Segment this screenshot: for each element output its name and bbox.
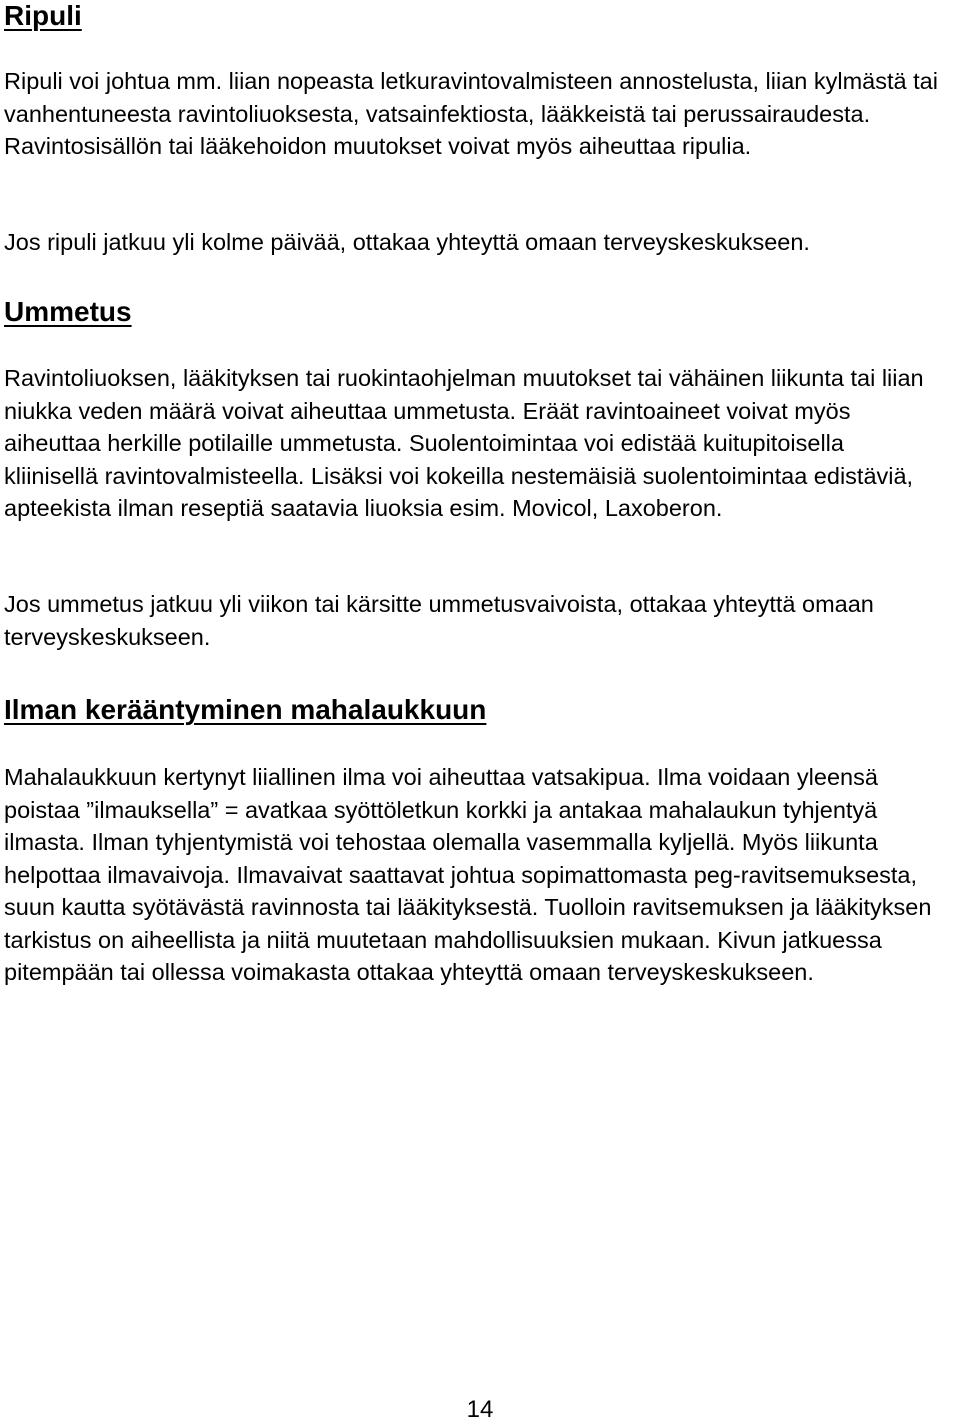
page-number: 14: [466, 1396, 494, 1423]
heading-ripuli: Ripuli: [4, 0, 82, 31]
paragraph-ilma-info: Mahalaukkuun kertynyt liiallinen ilma voi aiheuttaa vatsakipua. Ilma voidaan yleensä poistaa ”ilmauksella” = avatkaa syöttöletkun korkki ja antakaa mahalaukun tyhjentyä ilmasta. Ilman tyhjentymistä voi tehostaa olemalla vasemmalla kyljellä. Myös liikunta helpottaa ilmavaivoja. Ilmavaivat saattavat johtua sopimattomasta peg-ravitsemuksesta, suun kautta syötävästä ravinnosta tai lääkityksestä. Tuolloin ravitsemuksen ja lääkityksen tarkistus on aiheellista ja niitä muutetaan mahdollisuuksien mukaan. Kivun jatkuessa pitempään tai ollessa voimakasta ottakaa yhteyttä omaan terveyskeskukseen.: [4, 764, 932, 985]
heading-ummetus: Ummetus: [4, 296, 132, 327]
heading-ilman-keraantyminen: Ilman kerääntyminen mahalaukkuun: [4, 694, 487, 725]
paragraph-ripuli-advice: Jos ripuli jatkuu yli kolme päivää, ottakaa yhteyttä omaan terveyskeskukseen.: [4, 229, 810, 255]
paragraph-ripuli-causes: Ripuli voi johtua mm. liian nopeasta letkuravintovalmisteen annostelusta, liian kylmästä tai vanhentuneesta ravintoliuoksesta, vatsainfektiosta, lääkkeistä tai perussairaudesta. Ravintosisällön tai lääkehoidon muutokset voivat myös aiheuttaa ripulia.: [4, 68, 938, 159]
paragraph-ummetus-advice: Jos ummetus jatkuu yli viikon tai kärsitte ummetusvaivoista, ottakaa yhteyttä omaan terveyskeskukseen.: [4, 591, 874, 650]
paragraph-ummetus-causes: Ravintoliuoksen, lääkityksen tai ruokintaohjelman muutokset tai vähäinen liikunta tai liian niukka veden määrä voivat aiheuttaa ummetusta. Eräät ravintoaineet voivat myös aiheuttaa herkille potilaille ummetusta. Suolentoimintaa voi edistää kuitupitoisella kliinisellä ravintovalmisteella. Lisäksi voi kokeilla nestemäisiä suolentoimintaa edistäviä, apteekista ilman reseptiä saatavia liuoksia esim. Movicol, Laxoberon.: [4, 365, 924, 521]
